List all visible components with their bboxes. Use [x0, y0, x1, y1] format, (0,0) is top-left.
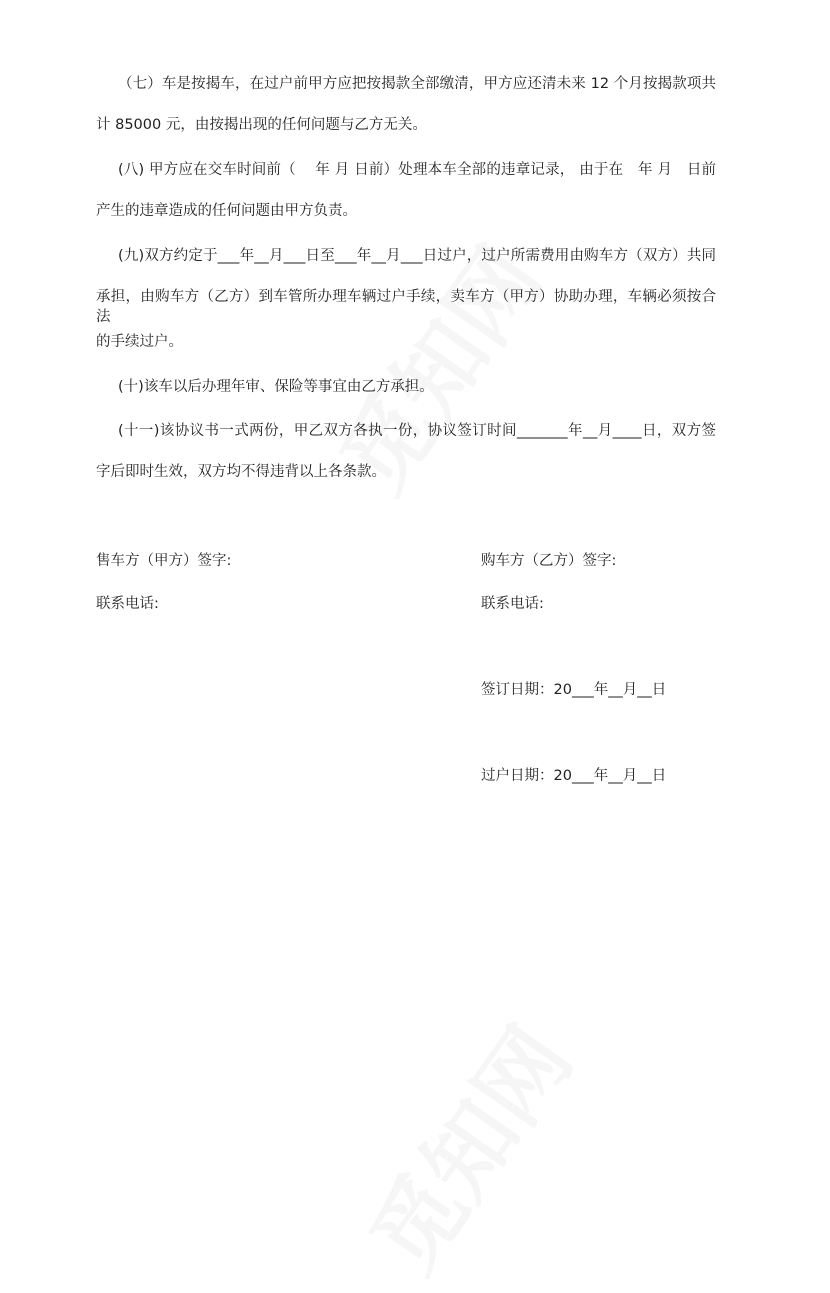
sign-date-label: 签订日期：20___年__月__日 — [481, 682, 667, 698]
clause-7-line-2: 计 85000 元，由按揭出现的任何问题与乙方无关。 — [96, 117, 427, 133]
clause-9-line-1: (九)双方约定于___年__月___日至___年__月___日过户，过户所需费用由购车方（双方）共同 — [118, 248, 716, 264]
buyer-phone-label: 联系电话: — [481, 596, 544, 612]
clause-10-line-1: (十)该车以后办理年审、保险等事宜由乙方承担。 — [118, 379, 434, 395]
clause-8-line-1: (八) 甲方应在交车时间前（ 年 月 日前）处理本车全部的违章记录， 由于在 年 月 日前 — [118, 162, 716, 178]
clause-9-line-2: 承担，由购车方（乙方）到车管所办理车辆过户手续，卖车方（甲方）协助办理，车辆必须按合法 — [96, 289, 716, 325]
seller-signature-label: 售车方（甲方）签字: — [96, 553, 232, 569]
buyer-signature-label: 购车方（乙方）签字: — [481, 553, 617, 569]
watermark — [334, 997, 595, 1293]
seller-phone-label: 联系电话: — [96, 596, 159, 612]
clause-11-line-1: (十一)该协议书一式两份，甲乙双方各执一份，协议签订时间_______年__月____日，双方签 — [118, 423, 716, 439]
clause-9-line-3: 的手续过户。 — [96, 334, 183, 350]
clause-7-line-1: （七）车是按揭车，在过户前甲方应把按揭款全部缴清，甲方应还清未来 12 个月按揭款项共 — [118, 76, 716, 92]
transfer-date-label: 过户日期：20___年__月__日 — [481, 768, 667, 784]
clause-8-line-2: 产生的违章造成的任何问题由甲方负责。 — [96, 203, 357, 219]
clause-11-line-2: 字后即时生效，双方均不得违背以上各条款。 — [96, 464, 386, 480]
